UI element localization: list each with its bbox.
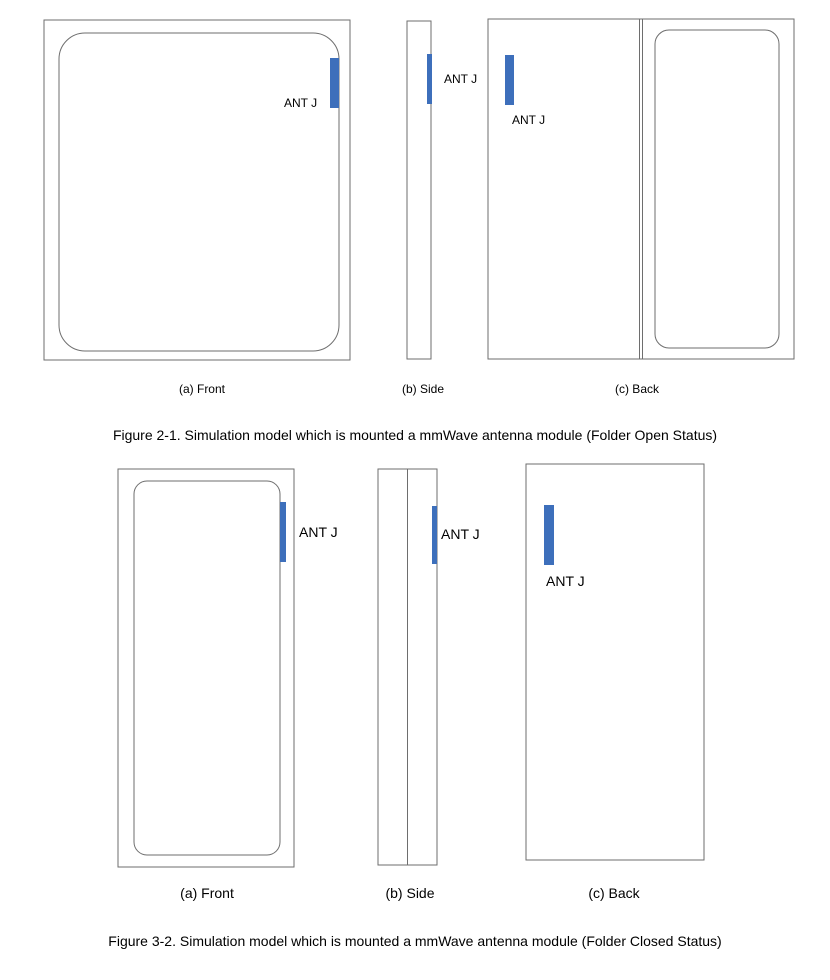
fig2-side-view xyxy=(378,469,480,901)
fig2-front-antenna xyxy=(280,502,286,562)
figure-closed xyxy=(108,464,721,949)
fig2-back-caption: (c) Back xyxy=(588,885,640,901)
fig1-side-view xyxy=(402,21,477,396)
fig1-side-caption: (b) Side xyxy=(401,382,445,396)
fig2-front-view xyxy=(118,469,338,901)
fig1-front-antenna xyxy=(330,58,339,108)
fig1-back-view xyxy=(488,19,794,396)
fig1-front-view xyxy=(44,20,350,396)
fig1-front-body xyxy=(44,20,350,360)
fig2-side-caption: (b) Side xyxy=(385,885,435,901)
fig2-back-antenna-label: ANT J xyxy=(546,573,585,589)
fig1-front-caption: (a) Front xyxy=(178,382,226,396)
fig2-side-antenna xyxy=(432,506,437,564)
fig1-back-antenna-label: ANT J xyxy=(512,113,546,127)
fig1-side-antenna xyxy=(427,54,432,104)
figure-open xyxy=(44,19,794,443)
fig2-side-antenna-label: ANT J xyxy=(441,526,480,542)
fig1-front-antenna-label: ANT J xyxy=(284,96,318,110)
fig1-back-panel xyxy=(655,30,779,348)
fig2-back-view xyxy=(526,464,704,901)
fig2-front-antenna-label: ANT J xyxy=(299,524,338,540)
fig1-back-body xyxy=(488,19,794,359)
fig1-side-antenna-label: ANT J xyxy=(444,72,478,86)
fig1-back-caption: (c) Back xyxy=(614,382,660,396)
fig2-back-antenna xyxy=(544,505,554,565)
fig2-front-body xyxy=(118,469,294,867)
fig1-front-screen xyxy=(59,33,339,351)
fig1-caption: Figure 2-1. Simulation model which is mounted a mmWave antenna module (Folder Open Status) xyxy=(112,427,718,443)
fig2-front-caption: (a) Front xyxy=(180,885,234,901)
fig1-back-antenna xyxy=(505,55,514,105)
fig2-front-screen xyxy=(134,481,280,855)
fig2-caption: Figure 3-2. Simulation model which is mounted a mmWave antenna module (Folder Closed Status) xyxy=(108,933,722,949)
